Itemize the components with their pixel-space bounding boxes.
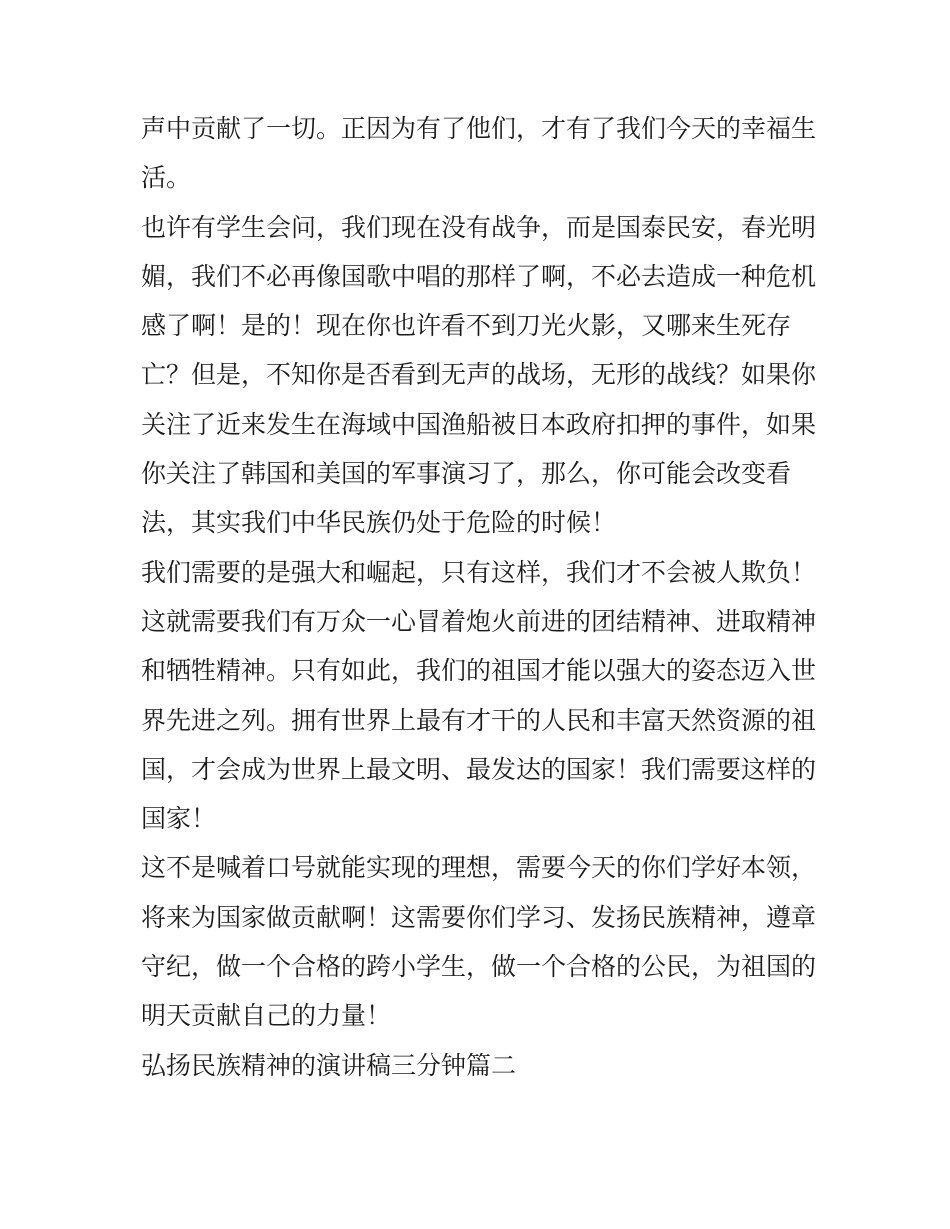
text-line: 和牺牲精神。只有如此，我们的祖国才能以强大的姿态迈入世 [141, 656, 817, 686]
text-line: 界先进之列。拥有世界上最有才干的人民和丰富天然资源的祖 [141, 705, 817, 735]
section-heading: 弘扬民族精神的演讲稿三分钟篇二 [141, 1050, 517, 1080]
text-line: 明天贡献自己的力量！ [141, 1001, 392, 1031]
text-line: 亡？但是，不知你是否看到无声的战场，无形的战线？如果你 [141, 360, 817, 390]
text-line: 感了啊！是的！现在你也许看不到刀光火影，又哪来生死存 [141, 311, 792, 341]
text-line: 将来为国家做贡献啊！这需要你们学习、发扬民族精神，遵章 [141, 902, 817, 932]
text-line: 关注了近来发生在海域中国渔船被日本政府扣押的事件，如果 [141, 409, 817, 439]
text-line: 这就需要我们有万众一心冒着炮火前进的团结精神、进取精神 [141, 606, 817, 636]
text-line: 法，其实我们中华民族仍处于危险的时候！ [141, 508, 617, 538]
text-line: 媚，我们不必再像国歌中唱的那样了啊，不必去造成一种危机 [141, 261, 817, 291]
text-line: 我们需要的是强大和崛起，只有这样，我们才不会被人欺负！ [141, 557, 817, 587]
text-line: 声中贡献了一切。正因为有了他们，才有了我们今天的幸福生 [141, 114, 817, 143]
text-line: 国，才会成为世界上最文明、最发达的国家！我们需要这样的 [141, 754, 817, 784]
text-line: 你关注了韩国和美国的军事演习了，那么，你可能会改变看 [141, 459, 792, 489]
text-line: 活。 [141, 163, 192, 193]
text-line: 这不是喊着口号就能实现的理想，需要今天的你们学好本领， [141, 853, 817, 883]
text-line: 也许有学生会问，我们现在没有战争，而是国泰民安，春光明 [141, 212, 817, 242]
document-body [141, 104, 821, 1090]
text-line: 守纪，做一个合格的跨小学生，做一个合格的公民，为祖国的 [141, 952, 817, 982]
text-line: 国家！ [141, 804, 217, 834]
